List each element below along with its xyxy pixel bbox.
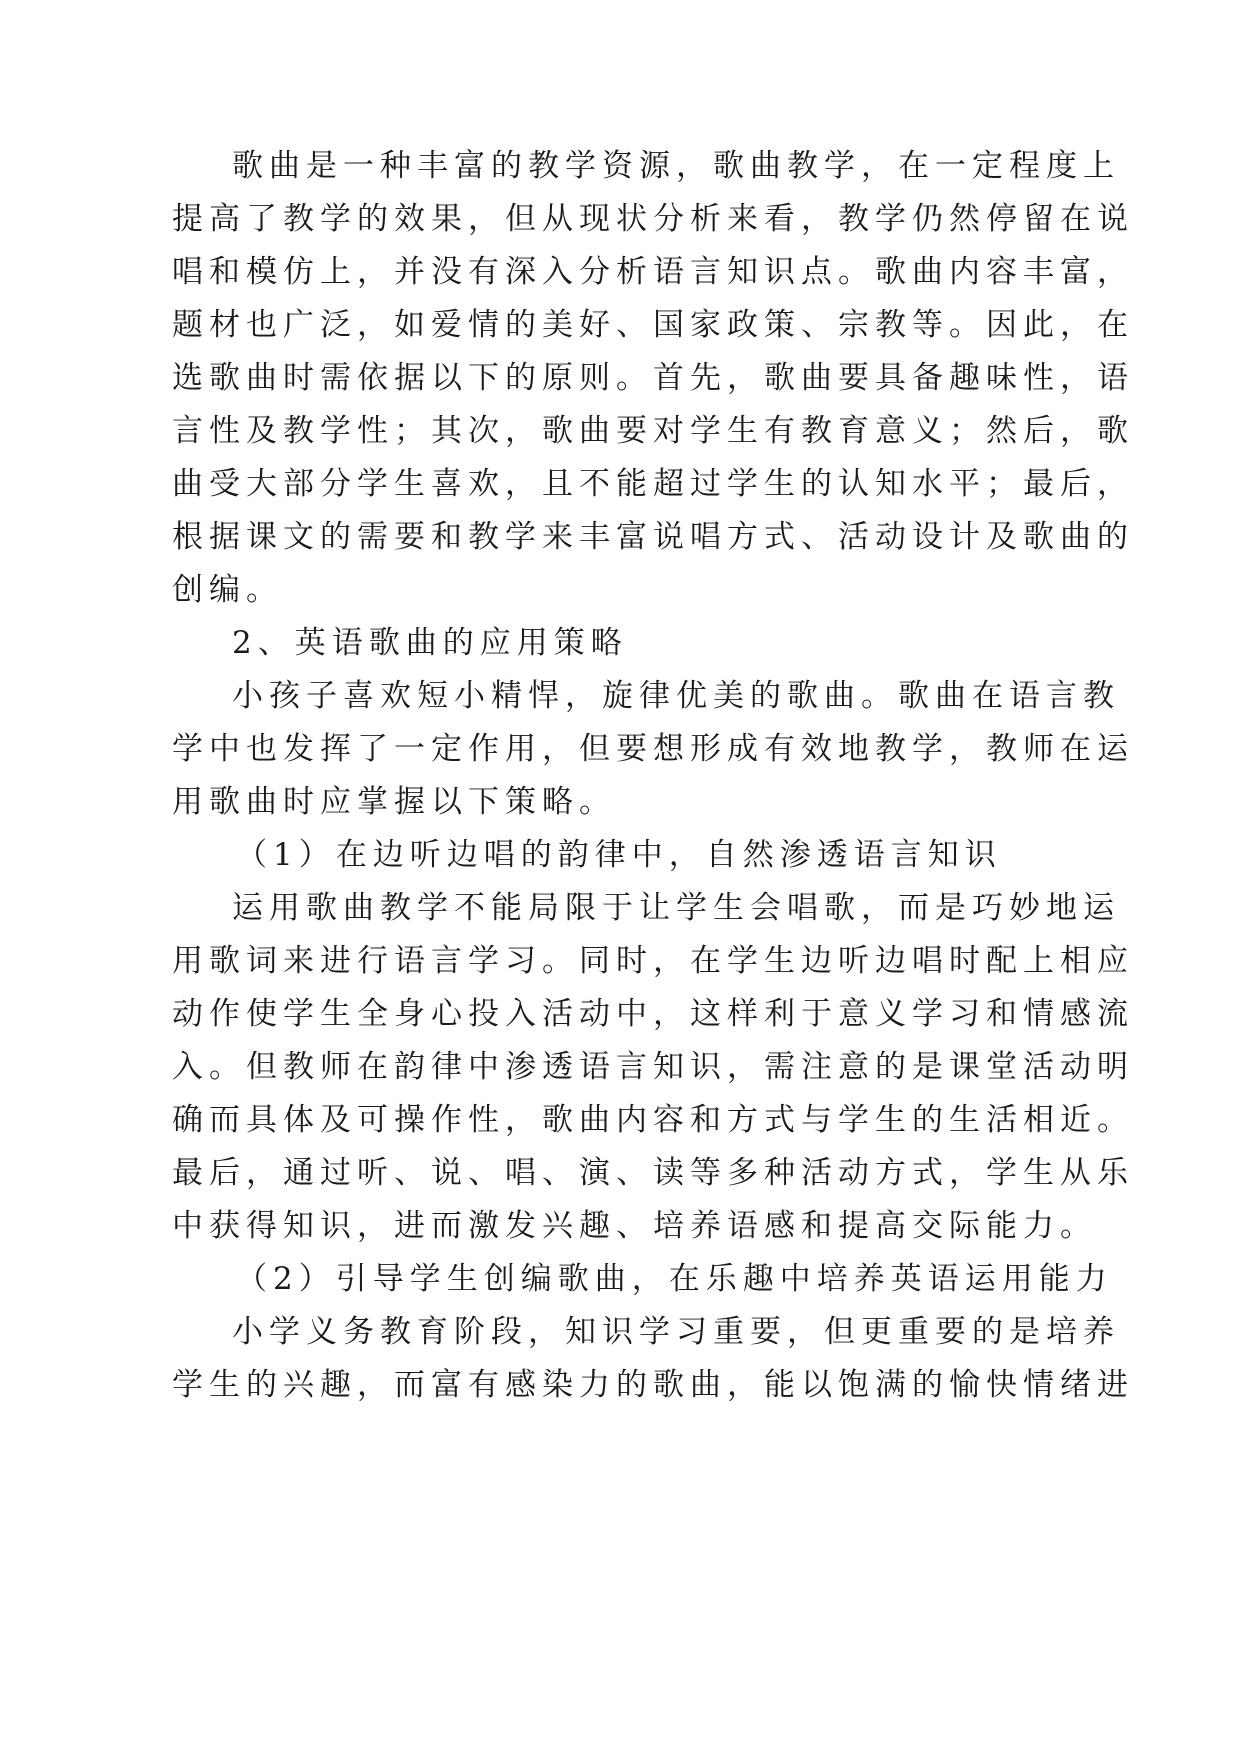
text-line: 动作使学生全身心投入活动中，这样利于意义学习和情感流 bbox=[172, 996, 1134, 1032]
text-line: 小学义务教育阶段，知识学习重要，但更重要的是培养 bbox=[232, 1314, 1120, 1350]
text-line: 选歌曲时需依据以下的原则。首先，歌曲要具备趣味性，语 bbox=[172, 360, 1134, 396]
text-line: 创编。 bbox=[172, 572, 283, 608]
text-line: 曲受大部分学生喜欢，且不能超过学生的认知水平；最后， bbox=[172, 466, 1134, 502]
text-line: 根据课文的需要和教学来丰富说唱方式、活动设计及歌曲的 bbox=[172, 519, 1134, 555]
text-line: 运用歌曲教学不能局限于让学生会唱歌，而是巧妙地运 bbox=[232, 890, 1120, 926]
subsection-heading: （1）在边听边唱的韵律中，自然渗透语言知识 bbox=[236, 837, 1002, 873]
text-line: 学中也发挥了一定作用，但要想形成有效地教学，教师在运 bbox=[172, 731, 1134, 767]
text-line: 提高了教学的效果，但从现状分析来看，教学仍然停留在说 bbox=[172, 201, 1134, 237]
text-line: 学生的兴趣，而富有感染力的歌曲，能以饱满的愉快情绪进 bbox=[172, 1367, 1134, 1403]
section-heading: 2、英语歌曲的应用策略 bbox=[232, 625, 628, 661]
text-line: 小孩子喜欢短小精悍，旋律优美的歌曲。歌曲在语言教 bbox=[232, 678, 1120, 714]
text-line: 确而具体及可操作性，歌曲内容和方式与学生的生活相近。 bbox=[172, 1102, 1134, 1138]
text-line: 最后，通过听、说、唱、演、读等多种活动方式，学生从乐 bbox=[172, 1155, 1134, 1191]
text-line: 用歌曲时应掌握以下策略。 bbox=[172, 784, 616, 820]
text-line: 唱和模仿上，并没有深入分析语言知识点。歌曲内容丰富， bbox=[172, 254, 1134, 290]
text-line: 用歌词来进行语言学习。同时，在学生边听边唱时配上相应 bbox=[172, 943, 1134, 979]
text-line: 歌曲是一种丰富的教学资源，歌曲教学，在一定程度上 bbox=[232, 148, 1120, 184]
text-line: 言性及教学性；其次，歌曲要对学生有教育意义；然后，歌 bbox=[172, 413, 1134, 449]
text-line: 题材也广泛，如爱情的美好、国家政策、宗教等。因此，在 bbox=[172, 307, 1134, 343]
text-line: 入。但教师在韵律中渗透语言知识，需注意的是课堂活动明 bbox=[172, 1049, 1134, 1085]
subsection-heading: （2）引导学生创编歌曲，在乐趣中培养英语运用能力 bbox=[236, 1261, 1113, 1297]
text-line: 中获得知识，进而激发兴趣、培养语感和提高交际能力。 bbox=[172, 1208, 1097, 1244]
